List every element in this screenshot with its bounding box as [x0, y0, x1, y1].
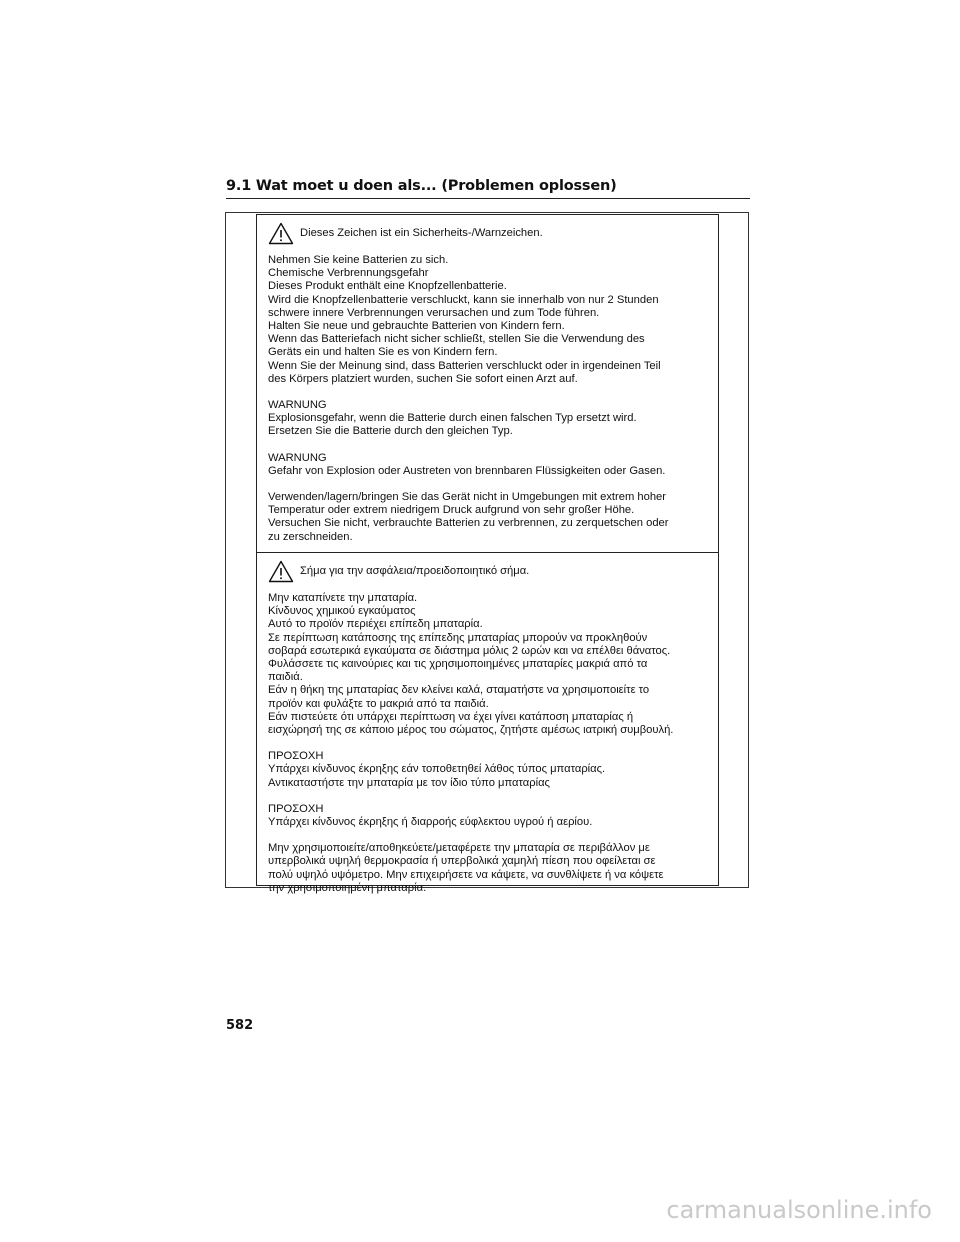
german-warning-paragraph — [268, 491, 708, 544]
greek-warning-text-line: Σε περίπτωση κατάποσης της επίπεδης μπαταρίας μπορούν να προκληθούν — [268, 631, 648, 644]
greek-warning-box — [256, 552, 719, 894]
greek-warning-text-line: εισχώρησή της σε κάποιο μέρος του σώματος, ζητήστε αμέσως ιατρική συμβουλή. — [268, 724, 674, 737]
german-warning-text-line: Verwenden/lagern/bringen Sie das Gerät nicht in Umgebungen mit extrem hoher — [268, 491, 667, 504]
german-warning-text-line: Temperatur oder extrem niedrigem Druck aufgrund von sehr großer Höhe. — [268, 504, 635, 517]
greek-warning-text-line: υπερβολικά υψηλή θερμοκρασία ή υπερβολικά χαμηλή πίεση που οφείλεται σε — [268, 855, 656, 868]
german-warning-body — [268, 254, 708, 544]
watermark: carmanualsonline.info — [666, 1196, 932, 1224]
german-warning-text-line: Dieses Produkt enthält eine Knopfzellenbatterie. — [268, 280, 507, 293]
greek-warning-text-line: πολύ υψηλό υψόμετρο. Μην επιχειρήσετε να κάψετε, να συνθλίψετε ή να κόψετε — [268, 868, 664, 881]
german-warning-text-line: Chemische Verbrennungsgefahr — [268, 267, 429, 280]
header-rule — [226, 198, 750, 199]
german-warning-text-line: Wird die Knopfzellenbatterie verschluckt, kann sie innerhalb von nur 2 Stunden — [268, 293, 659, 306]
greek-warning-paragraph — [268, 592, 708, 737]
greek-warning-text-line: την χρησιμοποιημένη μπαταρία. — [268, 881, 427, 894]
greek-warning-text-line: προϊόν και φυλάξτε το μακριά από τα παιδιά. — [268, 697, 489, 710]
german-warning-text-line: Ersetzen Sie die Batterie durch den gleichen Typ. — [268, 425, 513, 438]
german-warning-title-row — [268, 221, 708, 246]
german-warning-text-line: Wenn das Batteriefach nicht sicher schließt, stellen Sie die Verwendung des — [268, 333, 645, 346]
greek-warning-text-line: Μην καταπίνετε την μπαταρία. — [268, 592, 418, 604]
greek-warning-paragraph — [268, 803, 708, 829]
greek-warning-text-line: Αυτό το προϊόν περιέχει επίπεδη μπαταρία. — [268, 618, 483, 631]
page-number: 582 — [226, 1018, 254, 1033]
greek-warning-text-line: Αντικαταστήστε την μπαταρία με τον ίδιο τύπο μπαταρίας — [268, 776, 550, 789]
greek-warning-paragraph — [268, 842, 708, 895]
german-warning-text-line: Explosionsgefahr, wenn die Batterie durch einen falschen Typ ersetzt wird. — [268, 412, 637, 425]
german-warning-text-line: zu zerschneiden. — [268, 530, 353, 543]
greek-warning-text-line: παιδιά. — [268, 671, 303, 684]
german-warning-paragraph — [268, 399, 708, 439]
german-warning-text-line: Versuchen Sie nicht, verbrauchte Batterien zu verbrennen, zu zerquetschen oder — [268, 517, 669, 530]
german-warning-text-line: Geräts ein und halten Sie es von Kindern fern. — [268, 346, 498, 359]
german-warning-text-line: Halten Sie neue und gebrauchte Batterien von Kindern fern. — [268, 320, 565, 333]
greek-warning-text-line: Υπάρχει κίνδυνος έκρηξης εάν τοποθετηθεί λάθος τύπος μπαταρίας. — [268, 763, 606, 776]
greek-warning-title: Σήμα για την ασφάλεια/προειδοποιητικό σήμα. — [300, 564, 530, 577]
greek-warning-text-line: Φυλάσσετε τις καινούριες και τις χρησιμοποιημένες μπαταρίες μακριά από τα — [268, 658, 648, 671]
greek-warning-text-line: Εάν η θήκη της μπαταρίας δεν κλείνει καλά, σταματήστε να χρησιμοποιείτε το — [268, 684, 650, 697]
german-warning-text-line: Nehmen Sie keine Batterien zu sich. — [268, 254, 449, 266]
greek-warning-text-line: Κίνδυνος χημικού εγκαύματος — [268, 605, 416, 618]
german-warning-text-line: des Körpers platziert wurden, suchen Sie sofort einen Arzt auf. — [268, 372, 578, 385]
german-warning-text-line: Wenn Sie der Meinung sind, dass Batterien verschluckt oder in irgendeinen Teil — [268, 359, 661, 372]
warning-triangle-icon — [268, 560, 294, 583]
german-warning-text-line: WARNUNG — [268, 399, 327, 412]
german-warning-box — [256, 214, 719, 553]
greek-warning-text-line: Μην χρησιμοποιείτε/αποθηκεύετε/μεταφέρετε την μπαταρία σε περιβάλλον με — [268, 842, 650, 855]
german-warning-text-line: WARNUNG — [268, 451, 327, 464]
greek-warning-text-line: ΠΡΟΣΟΧΗ — [268, 750, 324, 763]
greek-warning-text-line: Εάν πιστεύετε ότι υπάρχει περίπτωση να έχει γίνει κατάποση μπαταρίας ή — [268, 710, 634, 723]
german-warning-title: Dieses Zeichen ist ein Sicherheits-/Warnzeichen. — [300, 226, 543, 239]
greek-warning-title-row — [268, 559, 708, 584]
greek-warning-text-line: Υπάρχει κίνδυνος έκρηξης ή διαρροής εύφλεκτου υγρού ή αερίου. — [268, 816, 593, 829]
warning-triangle-icon — [268, 222, 294, 245]
greek-warning-paragraph — [268, 750, 708, 790]
greek-warning-body — [268, 592, 708, 895]
section-header: 9.1 Wat moet u doen als... (Problemen oplossen) — [226, 178, 617, 194]
german-warning-paragraph — [268, 254, 708, 386]
greek-warning-text-line: ΠΡΟΣΟΧΗ — [268, 802, 324, 815]
german-warning-paragraph — [268, 452, 708, 478]
german-warning-text-line: schwere innere Verbrennungen verursachen und zum Tode führen. — [268, 306, 600, 319]
german-warning-text-line: Gefahr von Explosion oder Austreten von brennbaren Flüssigkeiten oder Gasen. — [268, 464, 666, 477]
greek-warning-text-line: σοβαρά εσωτερικά εγκαύματα σε διάστημα μόλις 2 ωρών και να επέλθει θάνατος. — [268, 644, 671, 657]
